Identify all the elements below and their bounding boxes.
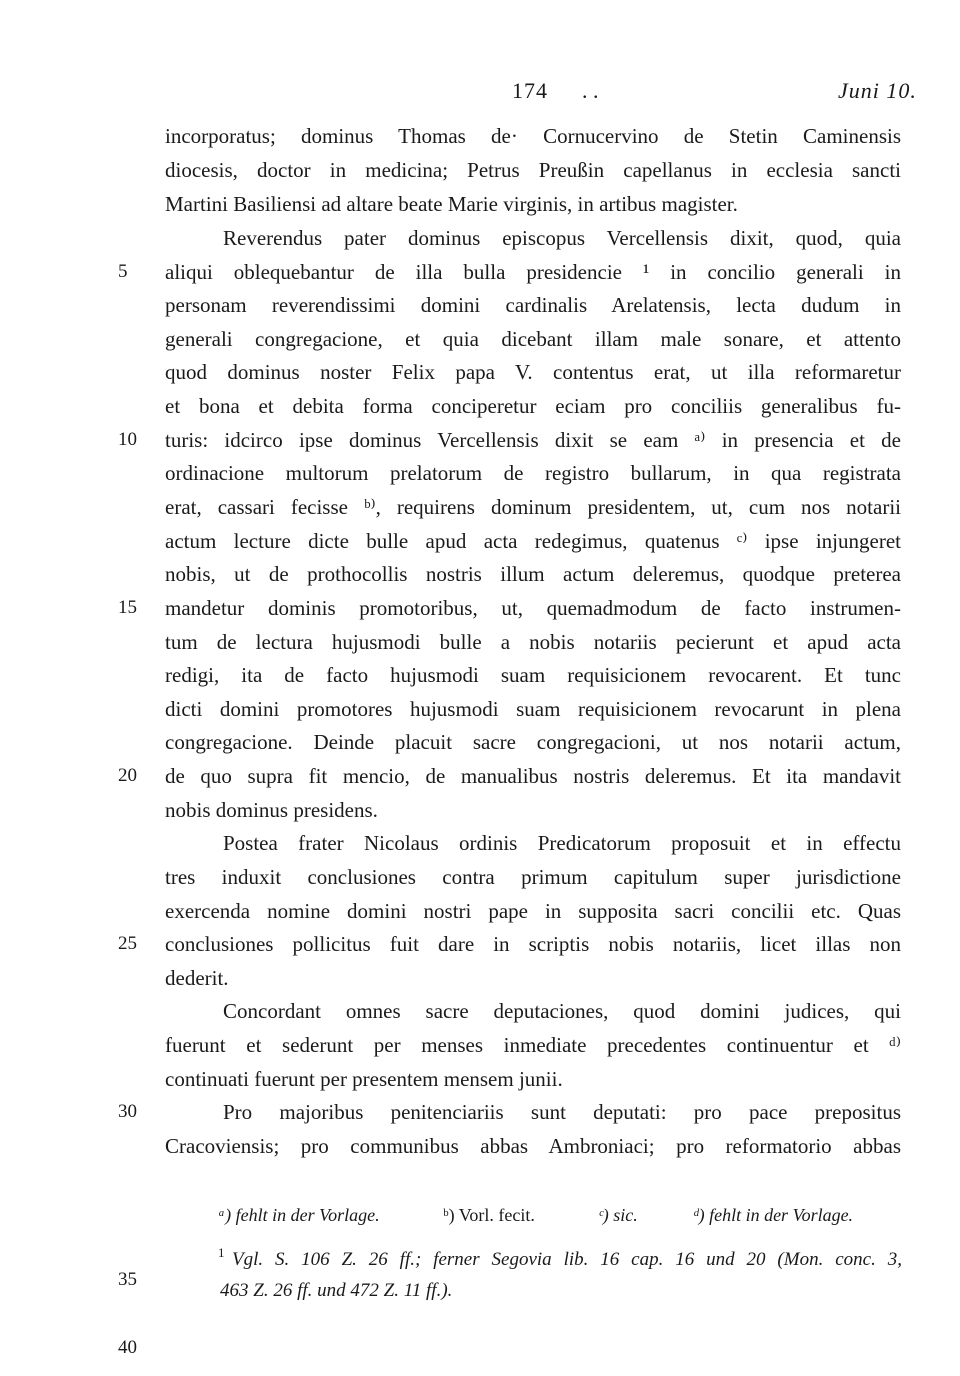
critical-apparatus — [218, 1200, 918, 1230]
line-number: 5 — [118, 261, 128, 282]
text-line: incorporatus; dominus Thomas de· Cornucervino de Stetin Caminensis — [165, 124, 901, 148]
page-header — [0, 78, 960, 108]
text-line: exercenda nomine domini nostri pape in supposita sacri concilii etc. Quas — [165, 899, 901, 923]
text-line: Reverendus pater dominus episcopus Vercellensis dixit, quod, quia — [223, 226, 901, 250]
footnote-line: 463 Z. 26 ff. und 472 Z. 11 ff.). — [220, 1280, 453, 1301]
page-number: 174 — [512, 78, 548, 103]
text-line: conclusiones pollicitus fuit dare in scriptis nobis notariis, licet illas non — [165, 932, 901, 956]
footnote-line: Vgl. S. 106 Z. 26 ff.; ferner Segovia lib. 16 cap. 16 und 20 (Mon. conc. 3, — [232, 1249, 902, 1270]
critical-note-d: ᵈ) fehlt in der Vorlage. — [693, 1205, 854, 1225]
line-number: 25 — [118, 933, 137, 954]
text-line: quod dominus noster Felix papa V. contentus erat, ut illa reformaretur — [165, 360, 901, 384]
line-number: 35 — [118, 1269, 137, 1290]
text-line: continuati fuerunt per presentem mensem junii. — [165, 1067, 563, 1091]
text-line: mandetur dominis promotoribus, ut, quemadmodum de facto instrumen- — [165, 596, 901, 620]
text-line: nobis, ut de prothocollis nostris illum actum deleremus, quodque preterea — [165, 562, 901, 586]
text-line: tum de lectura hujusmodi bulle a nobis notariis pecierunt et apud acta — [165, 630, 901, 654]
critical-note-c: ᶜ) sic. — [598, 1205, 638, 1225]
line-number: 20 — [118, 765, 137, 786]
text-line: Cracoviensis; pro communibus abbas Ambroniaci; pro reformatorio abbas — [165, 1134, 901, 1158]
text-line: Pro majoribus penitenciariis sunt deputati: pro pace prepositus — [223, 1100, 901, 1124]
text-line: nobis dominus presidens. — [165, 798, 378, 822]
text-line: Concordant omnes sacre deputaciones, quod domini judices, qui — [223, 999, 901, 1023]
running-head: Juni 10. — [838, 78, 917, 103]
line-number: 15 — [118, 597, 137, 618]
text-line: generali congregacione, et quia dicebant illam male sonare, et attento — [165, 327, 901, 351]
text-line: congregacione. Deinde placuit sacre congregacioni, ut nos notarii actum, — [165, 730, 901, 754]
text-line: erat, cassari fecisse ᵇ⁾, requirens dominum presidentem, ut, cum nos notarii — [165, 495, 901, 519]
line-number: 40 — [118, 1337, 137, 1358]
critical-note-a: ᵃ) fehlt in der Vorlage. — [218, 1205, 380, 1225]
text-line: redigi, ita de facto hujusmodi suam requisicionem revocarent. Et tunc — [165, 663, 901, 687]
text-line: Postea frater Nicolaus ordinis Predicatorum proposuit et in effectu — [223, 831, 901, 855]
text-line: aliqui oblequebantur de illa bulla presidencie ¹ in concilio generali in — [165, 260, 901, 284]
header-dots: . . — [582, 78, 599, 103]
text-line: actum lecture dicte bulle apud acta redegimus, quatenus ᶜ⁾ ipse injungeret — [165, 529, 901, 553]
text-line: ordinacione multorum prelatorum de registro bullarum, in qua registrata — [165, 461, 901, 485]
footnote-marker: 1 — [218, 1245, 225, 1260]
text-line: tres induxit conclusiones contra primum capitulum super jurisdictione — [165, 865, 901, 889]
text-line: dederit. — [165, 966, 229, 990]
text-line: personam reverendissimi domini cardinalis Arelatensis, lecta dudum in — [165, 293, 901, 317]
line-number: 10 — [118, 429, 137, 450]
text-line: Martini Basiliensi ad altare beate Marie virginis, in artibus magister. — [165, 192, 738, 216]
text-line: et bona et debita forma conciperetur eciam pro conciliis generalibus fu- — [165, 394, 901, 418]
line-number: 30 — [118, 1101, 137, 1122]
text-line: fuerunt et sederunt per menses inmediate precedentes continuentur et ᵈ⁾ — [165, 1033, 901, 1057]
critical-note-b: ᵇ) Vorl. fecit. — [443, 1205, 535, 1225]
text-line: diocesis, doctor in medicina; Petrus Preußin capellanus in ecclesia sancti — [165, 158, 901, 182]
text-line: de quo supra fit mencio, de manualibus nostris deleremus. Et ita mandavit — [165, 764, 901, 788]
text-line: dicti domini promotores hujusmodi suam requisicionem revocarunt in plena — [165, 697, 901, 721]
text-line: turis: idcirco ipse dominus Vercellensis dixit se eam ᵃ⁾ in presencia et de — [165, 428, 901, 452]
